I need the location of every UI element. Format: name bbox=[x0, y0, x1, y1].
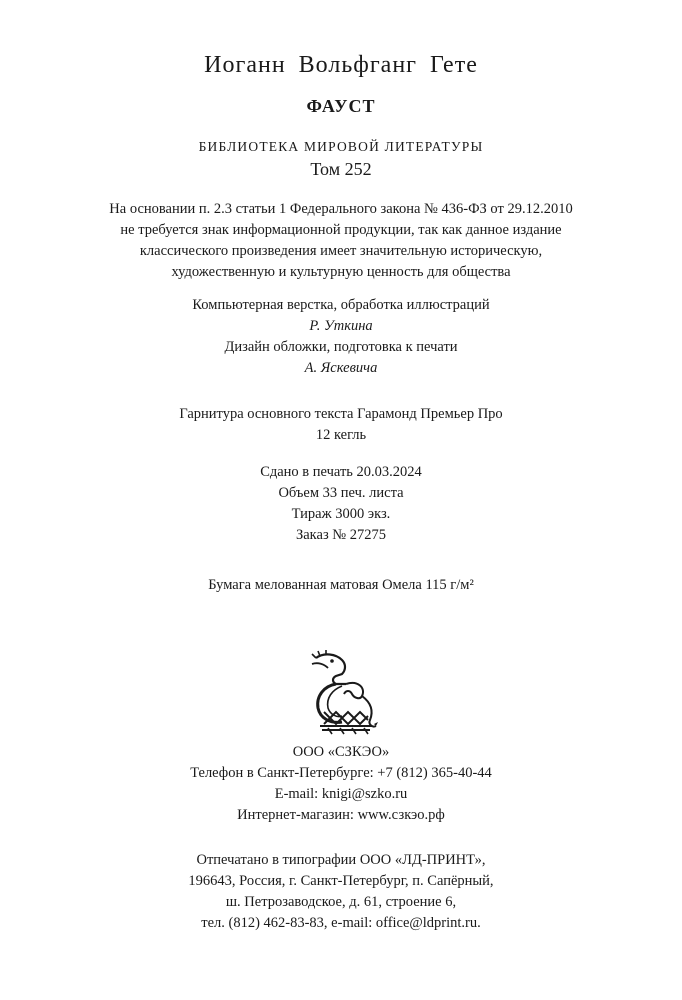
paper-info bbox=[0, 575, 682, 596]
series-name: БИБЛИОТЕКА МИРОВОЙ ЛИТЕРАТУРЫ bbox=[198, 139, 484, 154]
order-number: Заказ № 27275 bbox=[295, 527, 387, 543]
legal-note-line: На основании п. 2.3 статьи 1 Федерального закона № 436-ФЗ от 29.12.2010 bbox=[109, 201, 573, 217]
publisher-phone: Телефон в Санкт-Петербурге: +7 (812) 365-40-44 bbox=[190, 765, 492, 781]
printer-line: Отпечатано в типографии ООО «ЛД-ПРИНТ», bbox=[196, 852, 486, 868]
legal-note-line: художественную и культурную ценность для общества bbox=[171, 264, 511, 280]
print-volume: Объем 33 печ. листа bbox=[278, 485, 404, 501]
typeface-info bbox=[0, 404, 682, 446]
publisher-info bbox=[0, 742, 682, 826]
dragon-knot-logo-icon bbox=[302, 650, 380, 736]
volume-number: Том 252 bbox=[310, 159, 372, 179]
credits bbox=[0, 295, 682, 379]
paper-line: Бумага мелованная матовая Омела 115 г/м² bbox=[208, 577, 474, 593]
layout-credit-name: Р. Уткина bbox=[309, 318, 373, 334]
print-run: Тираж 3000 экз. bbox=[291, 506, 391, 522]
legal-note-line: классического произведения имеет значительную историческую, bbox=[139, 243, 543, 259]
printer-info bbox=[0, 850, 682, 934]
publisher-shop: Интернет-магазин: www.сзкэо.рф bbox=[237, 807, 445, 823]
book-title: ФАУСТ bbox=[306, 96, 376, 116]
publisher-name: ООО «СЗКЭО» bbox=[292, 744, 390, 760]
book-author: Иоганн Вольфганг Гете bbox=[204, 52, 478, 78]
publisher-email: E-mail: knigi@szko.ru bbox=[274, 786, 408, 802]
printer-line: 196643, Россия, г. Санкт-Петербург, п. Сапёрный, bbox=[188, 873, 494, 889]
typeface-line: Гарнитура основного текста Гарамонд Премьер Про bbox=[179, 406, 503, 422]
printer-line: ш. Петрозаводское, д. 61, строение 6, bbox=[225, 894, 457, 910]
layout-credit-label: Компьютерная верстка, обработка иллюстраций bbox=[192, 297, 490, 313]
font-size-line: 12 кегль bbox=[315, 427, 367, 443]
legal-note-line: не требуется знак информационной продукции, так как данное издание bbox=[120, 222, 562, 238]
printer-line: тел. (812) 462-83-83, e-mail: office@ldprint.ru. bbox=[201, 915, 481, 931]
legal-note bbox=[0, 199, 682, 283]
cover-credit-name: А. Яскевича bbox=[304, 360, 378, 376]
print-date: Сдано в печать 20.03.2024 bbox=[260, 464, 422, 480]
print-info bbox=[0, 462, 682, 546]
cover-credit-label: Дизайн обложки, подготовка к печати bbox=[224, 339, 458, 355]
